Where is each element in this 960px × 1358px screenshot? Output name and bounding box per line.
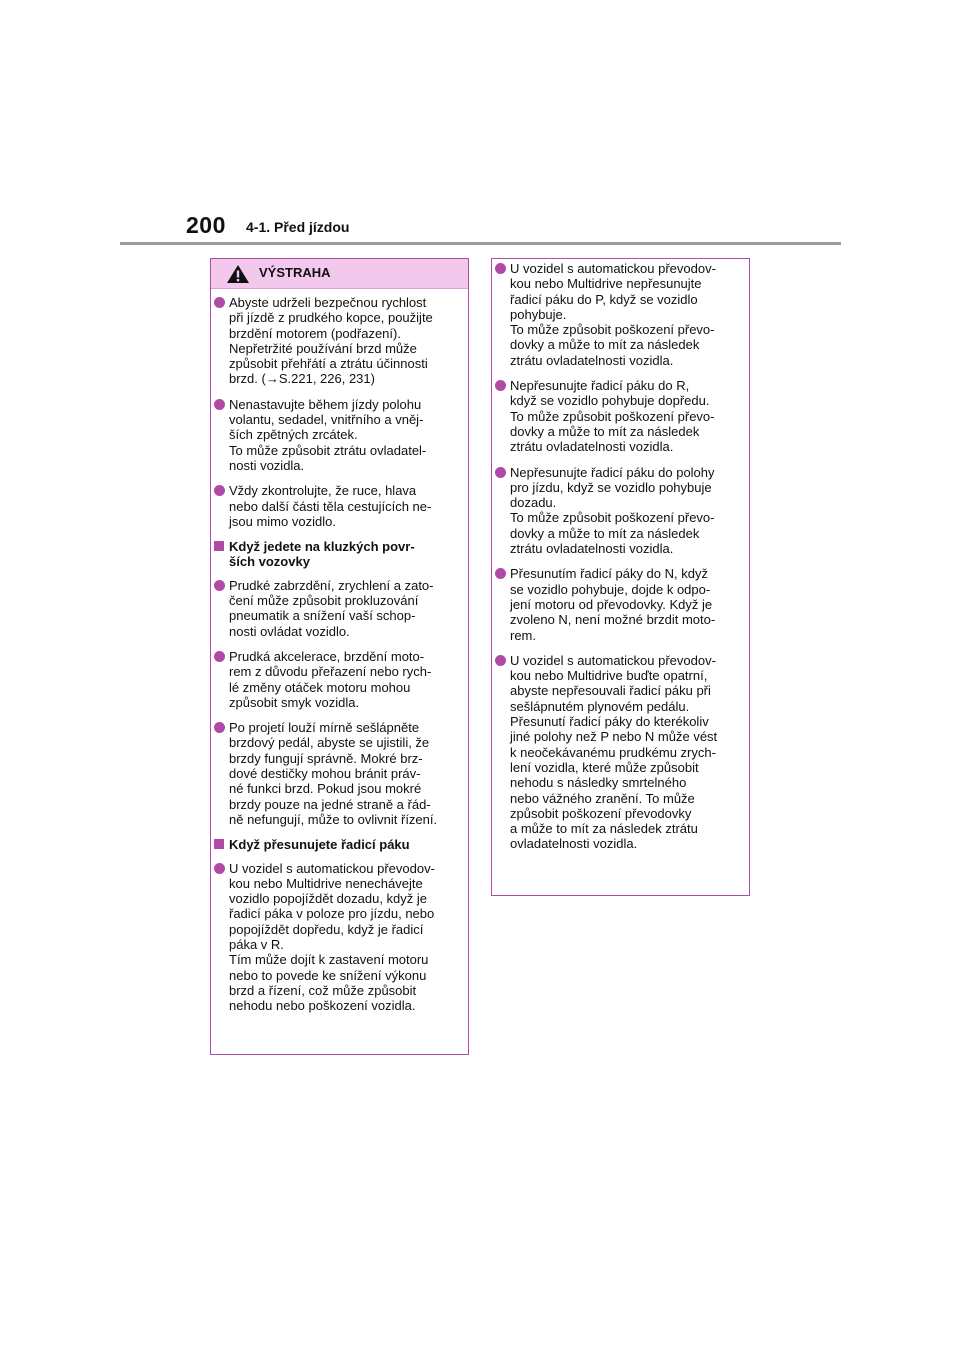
bullet-dot-icon <box>214 722 225 733</box>
subheading <box>214 837 460 852</box>
item-text: Přesunutím řadicí páky do N, když se vozidlo pohybuje, dojde k odpo- jení motoru od převodovky. Když je zvoleno N, není možné brzdit moto- rem. <box>510 566 716 643</box>
list-item <box>495 465 741 557</box>
list-item <box>214 397 460 473</box>
warning-triangle-icon <box>226 264 250 284</box>
bullet-dot-icon <box>495 263 506 274</box>
item-text: Když jedete na kluzkých povr- ších vozovky <box>229 539 415 570</box>
square-marker-icon <box>214 541 224 551</box>
bullet-dot-icon <box>214 399 225 410</box>
item-text: Nepřesunujte řadicí páku do R, když se vozidlo pohybuje dopředu. To může způsobit poškození převo- dovky a může to mít za následek ztrátu ovladatelnosti vozidla. <box>510 378 715 455</box>
list-item <box>495 653 741 852</box>
warning-panel-left <box>210 258 469 1055</box>
item-text: U vozidel s automatickou převodov- kou nebo Multidrive buďte opatrní, abyste nepřesouvali řadicí páku při sešlápnutém plynovém pedálu. Přesunutí řadicí páky do kterékoliv jiné polohy než P nebo N může vést k neočekávanému prudkému zrych- lení vozidla, které může způsobit nehodu s následky smrtelného nebo vážného zranění. To může způsobit poškození převodovky a může to mít za následek ztrátu ovladatelnosti vozidla. <box>510 652 718 852</box>
list-item <box>495 378 741 454</box>
page-header <box>0 0 960 250</box>
list-item <box>214 861 460 1014</box>
bullet-dot-icon <box>495 380 506 391</box>
item-text: Po projetí louží mírně sešlápněte brzdový pedál, abyste se ujistili, že brzdy fungují správně. Mokré brz- dové destičky mohou bránit práv- né funkci brzd. Pokud jsou mokré brzdy pouze na jedné straně a řád- ně nefungují, může to ovlivnit řízení. <box>229 720 438 827</box>
warning-panel-right <box>491 258 750 896</box>
square-marker-icon <box>214 839 224 849</box>
warning-title: VÝSTRAHA <box>259 265 331 280</box>
list-item <box>495 261 741 368</box>
list-item <box>214 295 460 387</box>
item-text: Nenastavujte během jízdy polohu volantu, sedadel, vnitřního a vněj- ších zpětných zrcátek. To může způsobit ztrátu ovladatel- nosti vozidla. <box>229 396 427 473</box>
header-divider <box>120 242 841 245</box>
bullet-dot-icon <box>214 485 225 496</box>
warning-body-right <box>492 259 749 852</box>
list-item <box>214 483 460 529</box>
warning-body-left <box>211 289 468 1013</box>
item-text: Když přesunujete řadicí páku <box>229 837 410 853</box>
bullet-dot-icon <box>214 863 225 874</box>
list-item <box>214 720 460 827</box>
bullet-dot-icon <box>495 467 506 478</box>
item-text: Prudké zabrzdění, zrychlení a zato- čení může způsobit prokluzování pneumatik a snížení vaší schop- nosti ovládat vozidlo. <box>229 577 434 639</box>
item-text: Nepřesunujte řadicí páku do polohy pro jízdu, když se vozidlo pohybuje dozadu. To může způsobit poškození převo- dovky a může to mít za následek ztrátu ovladatelnosti vozidla. <box>510 464 715 557</box>
bullet-dot-icon <box>214 580 225 591</box>
item-text: U vozidel s automatickou převodov- kou nebo Multidrive nenechávejte vozidlo popojíždět dozadu, když je řadicí páka v poloze pro jízdu, nebo popojíždět dopředu, když je řadicí páka v R. Tím může dojít k zastavení motoru nebo to povede ke snížení výkonu brzd a řízení, což může způsobit nehodu nebo poškození vozidla. <box>229 860 435 1014</box>
item-text: Vždy zkontrolujte, že ruce, hlava nebo další části těla cestujících ne- jsou mimo vozidlo. <box>229 483 432 529</box>
warning-header <box>211 259 468 289</box>
bullet-dot-icon <box>495 655 506 666</box>
subheading <box>214 539 460 570</box>
section-title: 4-1. Před jízdou <box>246 219 350 235</box>
bullet-dot-icon <box>495 568 506 579</box>
item-text: U vozidel s automatickou převodov- kou nebo Multidrive nepřesunujte řadicí páku do P, když se vozidlo pohybuje. To může způsobit poškození převo- dovky a může to mít za následek ztrátu ovladatelnosti vozidla. <box>510 261 716 368</box>
list-item <box>214 578 460 639</box>
bullet-dot-icon <box>214 297 225 308</box>
page-number: 200 <box>186 212 226 238</box>
list-item <box>495 566 741 642</box>
item-text: Abyste udrželi bezpečnou rychlost při jízdě z prudkého kopce, použijte brzdění motorem (podřazení). Nepřetržité používání brzd může způsobit přehřátí a ztrátu účinnosti brzd. (→S.221, 226, 231) <box>229 295 433 387</box>
item-text: Prudká akcelerace, brzdění moto- rem z důvodu přeřazení nebo rych- lé změny otáček motoru mohou způsobit smyk vozidla. <box>229 648 432 710</box>
list-item <box>214 649 460 710</box>
bullet-dot-icon <box>214 651 225 662</box>
